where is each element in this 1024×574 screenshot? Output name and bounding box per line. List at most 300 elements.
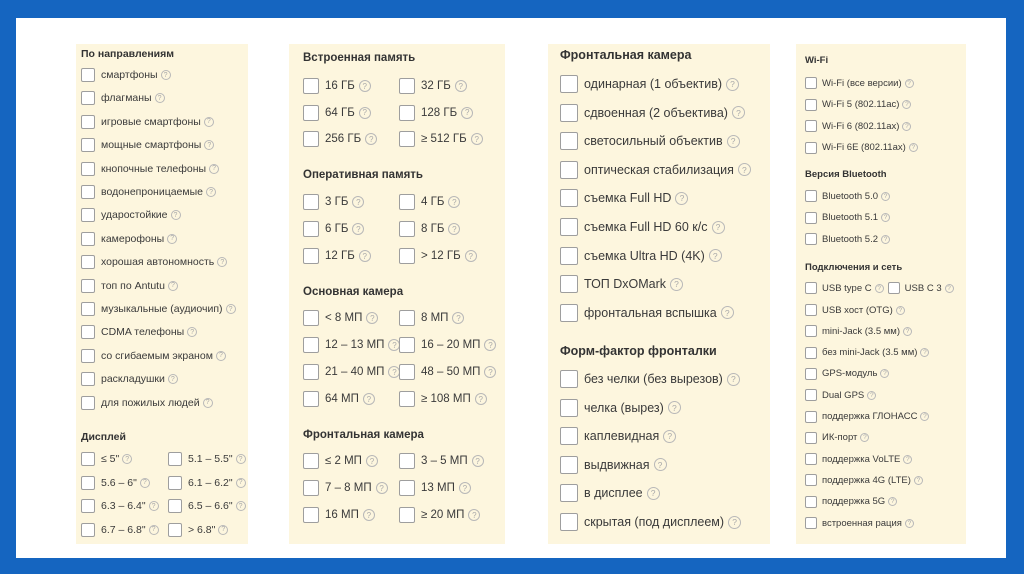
question-circle-icon[interactable]: ? — [738, 163, 751, 176]
option-label: флагманы — [101, 92, 152, 105]
option-label: 6.7 – 6.8" — [101, 523, 146, 536]
filter-option[interactable] — [399, 131, 483, 147]
filter-option[interactable] — [560, 161, 751, 179]
checkbox[interactable] — [81, 115, 95, 129]
filter-option[interactable] — [399, 78, 467, 94]
filter-option[interactable] — [560, 513, 741, 531]
checkbox[interactable] — [399, 221, 415, 237]
option-label: Wi-Fi 6E (802.11ax) — [822, 142, 906, 153]
option-label: 64 ГБ — [325, 106, 355, 119]
filter-option[interactable] — [399, 105, 473, 121]
option-label: 5.6 – 6" — [101, 476, 137, 489]
filter-option[interactable] — [805, 368, 889, 380]
checkbox[interactable] — [303, 391, 319, 407]
filter-option[interactable] — [303, 310, 378, 326]
filter-option[interactable] — [81, 396, 213, 410]
checkbox[interactable] — [560, 484, 578, 502]
filter-option[interactable] — [805, 77, 914, 89]
section-title-connections: Подключения и сеть — [805, 262, 903, 273]
option-label: Bluetooth 5.0 — [822, 190, 878, 202]
checkbox[interactable] — [399, 337, 415, 353]
checkbox[interactable] — [399, 78, 415, 94]
filter-option[interactable] — [303, 364, 400, 380]
question-circle-icon[interactable]: ? — [167, 234, 177, 244]
filter-option[interactable] — [168, 476, 246, 490]
question-circle-icon[interactable]: ? — [670, 278, 683, 291]
filter-option[interactable] — [303, 194, 364, 210]
question-circle-icon[interactable]: ? — [484, 366, 496, 378]
question-circle-icon[interactable]: ? — [448, 196, 460, 208]
checkbox[interactable] — [560, 370, 578, 388]
question-circle-icon[interactable]: ? — [455, 80, 467, 92]
question-circle-icon[interactable]: ? — [359, 250, 371, 262]
option-label: раскладушки — [101, 373, 165, 386]
checkbox[interactable] — [168, 499, 182, 513]
filter-option[interactable] — [805, 432, 869, 444]
checkbox[interactable] — [399, 310, 415, 326]
filter-option[interactable] — [560, 427, 676, 445]
option-label: скрытая (под дисплеем) — [584, 515, 725, 529]
checkbox[interactable] — [303, 310, 319, 326]
question-circle-icon[interactable]: ? — [359, 80, 371, 92]
filter-option[interactable] — [805, 474, 923, 486]
option-label: фронтальная вспышка — [584, 305, 717, 320]
checkbox[interactable] — [81, 232, 95, 246]
checkbox[interactable] — [805, 517, 817, 529]
option-label: выдвижная — [584, 457, 650, 472]
checkbox[interactable] — [81, 138, 95, 152]
filter-option[interactable] — [805, 453, 912, 465]
filter-option[interactable] — [399, 248, 477, 264]
filter-option[interactable] — [303, 453, 378, 469]
filter-option[interactable] — [805, 411, 929, 423]
question-circle-icon[interactable]: ? — [363, 393, 375, 405]
question-circle-icon[interactable]: ? — [216, 351, 226, 361]
question-circle-icon[interactable]: ? — [365, 133, 377, 145]
checkbox[interactable] — [888, 282, 900, 294]
checkbox[interactable] — [805, 99, 817, 111]
checkbox[interactable] — [560, 189, 578, 207]
question-circle-icon[interactable]: ? — [168, 374, 178, 384]
checkbox[interactable] — [805, 432, 817, 444]
question-circle-icon[interactable]: ? — [459, 482, 471, 494]
checkbox[interactable] — [560, 75, 578, 93]
checkbox[interactable] — [805, 325, 817, 337]
question-circle-icon[interactable]: ? — [945, 284, 954, 293]
filter-option[interactable] — [560, 304, 734, 322]
question-circle-icon[interactable]: ? — [888, 497, 897, 506]
filter-option[interactable] — [303, 480, 388, 496]
question-circle-icon[interactable]: ? — [236, 478, 246, 488]
question-circle-icon[interactable]: ? — [461, 107, 473, 119]
checkbox[interactable] — [399, 105, 415, 121]
question-circle-icon[interactable]: ? — [465, 250, 477, 262]
question-circle-icon[interactable]: ? — [732, 106, 745, 119]
checkbox[interactable] — [805, 120, 817, 132]
question-circle-icon[interactable]: ? — [149, 501, 159, 511]
question-circle-icon[interactable]: ? — [236, 454, 246, 464]
question-circle-icon[interactable]: ? — [366, 455, 378, 467]
filter-option[interactable] — [81, 68, 171, 82]
checkbox[interactable] — [805, 77, 817, 89]
checkbox[interactable] — [805, 496, 817, 508]
question-circle-icon[interactable]: ? — [875, 284, 884, 293]
checkbox[interactable] — [303, 221, 319, 237]
question-circle-icon[interactable]: ? — [363, 509, 375, 521]
question-circle-icon[interactable]: ? — [709, 249, 722, 262]
checkbox[interactable] — [81, 208, 95, 222]
checkbox[interactable] — [81, 255, 95, 269]
option-label: съемка Full HD — [584, 191, 672, 206]
checkbox[interactable] — [81, 185, 95, 199]
filter-option[interactable] — [81, 91, 165, 105]
question-circle-icon[interactable]: ? — [149, 525, 159, 535]
question-circle-icon[interactable]: ? — [475, 393, 487, 405]
filter-option[interactable] — [805, 142, 918, 154]
checkbox[interactable] — [805, 142, 817, 154]
question-circle-icon[interactable]: ? — [727, 373, 740, 386]
question-circle-icon[interactable]: ? — [155, 93, 165, 103]
question-circle-icon[interactable]: ? — [909, 143, 918, 152]
option-label: Wi-Fi 5 (802.11ac) — [822, 99, 900, 110]
checkbox[interactable] — [81, 325, 95, 339]
filter-option[interactable] — [560, 370, 740, 388]
filter-option[interactable] — [560, 75, 739, 93]
question-circle-icon[interactable]: ? — [352, 196, 364, 208]
checkbox[interactable] — [560, 399, 578, 417]
filter-option[interactable] — [399, 507, 480, 523]
filter-option[interactable] — [81, 255, 227, 269]
checkbox[interactable] — [805, 368, 817, 380]
checkbox[interactable] — [399, 391, 415, 407]
question-circle-icon[interactable]: ? — [471, 133, 483, 145]
filter-option[interactable] — [303, 105, 371, 121]
filter-option[interactable] — [560, 399, 681, 417]
checkbox[interactable] — [560, 161, 578, 179]
section-title-display: Дисплей — [81, 431, 126, 443]
checkbox[interactable] — [303, 248, 319, 264]
option-label: 8 ГБ — [421, 223, 445, 235]
filter-option[interactable] — [805, 347, 929, 359]
question-circle-icon[interactable]: ? — [204, 140, 214, 150]
question-circle-icon[interactable]: ? — [902, 122, 911, 131]
question-circle-icon[interactable]: ? — [903, 327, 912, 336]
checkbox[interactable] — [81, 302, 95, 316]
filter-option[interactable] — [303, 391, 375, 407]
filter-option[interactable] — [560, 218, 725, 236]
option-label: < 8 МП — [325, 312, 363, 324]
filter-option[interactable] — [805, 304, 905, 316]
filter-option[interactable] — [399, 453, 484, 469]
checkbox[interactable] — [303, 105, 319, 121]
question-circle-icon[interactable]: ? — [204, 117, 214, 127]
option-label: 8 МП — [421, 312, 449, 324]
option-label: > 6.8" — [188, 523, 216, 536]
question-circle-icon[interactable]: ? — [881, 213, 890, 222]
filter-option[interactable] — [805, 325, 912, 337]
option-label: ≥ 512 ГБ — [421, 133, 467, 145]
option-label: ≥ 20 МП — [421, 509, 465, 521]
question-circle-icon[interactable]: ? — [484, 339, 496, 351]
checkbox[interactable] — [560, 427, 578, 445]
question-circle-icon[interactable]: ? — [675, 192, 688, 205]
filter-option[interactable] — [81, 185, 216, 199]
filter-panel-front-camera — [548, 44, 770, 544]
option-label: одинарная (1 объектив) — [584, 77, 723, 91]
filter-option[interactable] — [303, 507, 375, 523]
option-label: USB type C — [822, 282, 872, 294]
section-title-categories: По направлениям — [81, 48, 175, 60]
question-circle-icon[interactable]: ? — [472, 455, 484, 467]
question-circle-icon[interactable]: ? — [727, 135, 740, 148]
option-label: 7 – 8 МП — [325, 482, 372, 494]
option-label: 16 ГБ — [325, 80, 355, 92]
filter-option[interactable] — [805, 389, 876, 401]
checkbox[interactable] — [805, 233, 817, 245]
checkbox[interactable] — [805, 304, 817, 316]
filter-option[interactable] — [560, 189, 688, 207]
question-circle-icon[interactable]: ? — [867, 391, 876, 400]
question-circle-icon[interactable]: ? — [668, 401, 681, 414]
filter-option[interactable] — [399, 194, 460, 210]
section-title-form-factor: Форм-фактор фронталки — [560, 344, 717, 358]
filter-option[interactable] — [399, 310, 464, 326]
option-label: без mini-Jack (3.5 мм) — [822, 347, 918, 359]
checkbox[interactable] — [560, 513, 578, 531]
checkbox[interactable] — [81, 279, 95, 293]
question-circle-icon[interactable]: ? — [728, 516, 741, 529]
question-circle-icon[interactable]: ? — [388, 366, 400, 378]
option-label: Wi-Fi 6 (802.11ax) — [822, 120, 900, 132]
checkbox[interactable] — [805, 190, 817, 202]
filter-option[interactable] — [399, 480, 471, 496]
checkbox[interactable] — [81, 349, 95, 363]
question-circle-icon[interactable]: ? — [468, 509, 480, 521]
filter-option[interactable] — [168, 523, 228, 537]
question-circle-icon[interactable]: ? — [903, 455, 912, 464]
option-label: оптическая стабилизация — [584, 162, 734, 177]
filter-option[interactable] — [805, 212, 890, 224]
checkbox[interactable] — [81, 476, 95, 490]
checkbox[interactable] — [303, 194, 319, 210]
filter-option[interactable] — [805, 517, 914, 529]
filter-option[interactable] — [560, 104, 745, 122]
checkbox[interactable] — [81, 162, 95, 176]
checkbox[interactable] — [303, 480, 319, 496]
question-circle-icon[interactable]: ? — [218, 525, 228, 535]
question-circle-icon[interactable]: ? — [236, 501, 246, 511]
question-circle-icon[interactable]: ? — [860, 433, 869, 442]
checkbox[interactable] — [399, 507, 415, 523]
checkbox[interactable] — [399, 364, 415, 380]
filter-option[interactable] — [303, 248, 371, 264]
checkbox[interactable] — [168, 523, 182, 537]
checkbox[interactable] — [303, 337, 319, 353]
filter-option[interactable] — [168, 452, 246, 466]
filter-option[interactable] — [560, 247, 722, 265]
question-circle-icon[interactable]: ? — [203, 398, 213, 408]
checkbox[interactable] — [303, 131, 319, 147]
checkbox[interactable] — [560, 247, 578, 265]
filter-option[interactable] — [168, 499, 246, 513]
question-circle-icon[interactable]: ? — [721, 306, 734, 319]
question-circle-icon[interactable]: ? — [187, 327, 197, 337]
filter-option[interactable] — [303, 78, 371, 94]
checkbox[interactable] — [81, 68, 95, 82]
checkbox[interactable] — [303, 364, 319, 380]
checkbox[interactable] — [560, 132, 578, 150]
filter-option[interactable] — [81, 372, 178, 386]
checkbox[interactable] — [805, 282, 817, 294]
question-circle-icon[interactable]: ? — [226, 304, 236, 314]
checkbox[interactable] — [805, 212, 817, 224]
question-circle-icon[interactable]: ? — [376, 482, 388, 494]
question-circle-icon[interactable]: ? — [712, 221, 725, 234]
filter-option[interactable] — [399, 391, 487, 407]
question-circle-icon[interactable]: ? — [206, 187, 216, 197]
question-circle-icon[interactable]: ? — [896, 306, 905, 315]
question-circle-icon[interactable]: ? — [171, 210, 181, 220]
question-circle-icon[interactable]: ? — [920, 348, 929, 357]
checkbox[interactable] — [805, 347, 817, 359]
filter-option[interactable] — [81, 115, 214, 129]
question-circle-icon[interactable]: ? — [881, 235, 890, 244]
option-label: 32 ГБ — [421, 80, 451, 92]
option-label: 16 – 20 МП — [421, 339, 481, 351]
filter-option[interactable] — [81, 349, 226, 363]
checkbox[interactable] — [805, 411, 817, 423]
filter-option[interactable] — [399, 364, 496, 380]
option-label: 6.3 – 6.4" — [101, 500, 146, 512]
question-circle-icon[interactable]: ? — [388, 339, 400, 351]
question-circle-icon[interactable]: ? — [217, 257, 227, 267]
filter-option[interactable] — [805, 99, 911, 111]
checkbox[interactable] — [805, 389, 817, 401]
question-circle-icon[interactable]: ? — [654, 458, 667, 471]
option-label: светосильный объектив — [584, 134, 723, 149]
checkbox[interactable] — [303, 453, 319, 469]
filter-option[interactable] — [399, 221, 460, 237]
question-circle-icon[interactable]: ? — [880, 369, 889, 378]
section-title-ram: Оперативная память — [303, 169, 423, 181]
question-circle-icon[interactable]: ? — [881, 192, 890, 201]
question-circle-icon[interactable]: ? — [448, 223, 460, 235]
checkbox[interactable] — [81, 372, 95, 386]
filter-option[interactable] — [303, 221, 364, 237]
filter-option[interactable] — [81, 476, 150, 490]
filter-option[interactable] — [805, 120, 911, 132]
question-circle-icon[interactable]: ? — [366, 312, 378, 324]
checkbox[interactable] — [560, 218, 578, 236]
section-title-front-camera: Фронтальная камера — [560, 48, 692, 62]
filter-option[interactable] — [81, 523, 159, 537]
option-label: 64 МП — [325, 393, 359, 405]
filter-panel-categories — [76, 44, 248, 544]
option-label: водонепроницаемые — [101, 186, 204, 198]
question-circle-icon[interactable]: ? — [352, 223, 364, 235]
option-label: 6.5 – 6.6" — [188, 500, 233, 512]
filter-option[interactable] — [81, 232, 177, 246]
option-label: музыкальные (аудиочип) — [101, 303, 223, 315]
question-circle-icon[interactable]: ? — [209, 164, 219, 174]
question-circle-icon[interactable]: ? — [647, 487, 660, 500]
checkbox[interactable] — [805, 453, 817, 465]
option-label: смартфоны — [101, 69, 158, 81]
checkbox[interactable] — [399, 131, 415, 147]
checkbox[interactable] — [560, 104, 578, 122]
checkbox[interactable] — [168, 452, 182, 466]
checkbox[interactable] — [399, 480, 415, 496]
checkbox[interactable] — [81, 499, 95, 513]
checkbox[interactable] — [560, 275, 578, 293]
filter-option[interactable] — [81, 138, 214, 152]
option-label: 16 МП — [325, 509, 359, 521]
filter-option-usb-type-c[interactable] — [805, 282, 954, 294]
question-circle-icon[interactable]: ? — [140, 478, 150, 488]
filter-option[interactable] — [81, 279, 178, 293]
filter-option[interactable] — [805, 496, 897, 508]
question-circle-icon[interactable]: ? — [905, 519, 914, 528]
question-circle-icon[interactable]: ? — [914, 476, 923, 485]
question-circle-icon[interactable]: ? — [359, 107, 371, 119]
filter-option[interactable] — [81, 452, 132, 466]
option-label: поддержка 4G (LTE) — [822, 474, 911, 486]
filter-option[interactable] — [560, 484, 660, 502]
filter-option[interactable] — [303, 337, 400, 353]
filter-option[interactable] — [81, 499, 159, 513]
checkbox[interactable] — [399, 453, 415, 469]
checkbox[interactable] — [560, 456, 578, 474]
option-label: ИК-порт — [822, 432, 858, 444]
filter-option[interactable] — [399, 337, 496, 353]
question-circle-icon[interactable]: ? — [920, 412, 929, 421]
question-circle-icon[interactable]: ? — [161, 70, 171, 80]
filter-option[interactable] — [560, 456, 667, 474]
checkbox[interactable] — [81, 91, 95, 105]
filter-option[interactable] — [805, 190, 890, 202]
option-label: CDMA телефоны — [101, 326, 185, 339]
question-circle-icon[interactable]: ? — [452, 312, 464, 324]
filter-option[interactable] — [560, 132, 740, 150]
option-label: ≤ 2 МП — [325, 455, 362, 467]
filter-option[interactable] — [81, 302, 236, 316]
checkbox[interactable] — [168, 476, 182, 490]
filter-option[interactable] — [303, 131, 377, 147]
filter-option[interactable] — [81, 162, 219, 176]
checkbox[interactable] — [81, 523, 95, 537]
checkbox[interactable] — [399, 248, 415, 264]
filter-option[interactable] — [560, 275, 683, 293]
filter-option[interactable] — [81, 208, 181, 222]
question-circle-icon[interactable]: ? — [168, 281, 178, 291]
checkbox[interactable] — [81, 396, 95, 410]
checkbox[interactable] — [399, 194, 415, 210]
question-circle-icon[interactable]: ? — [663, 430, 676, 443]
checkbox[interactable] — [805, 474, 817, 486]
option-label: mini-Jack (3.5 мм) — [822, 325, 900, 337]
question-circle-icon[interactable]: ? — [902, 100, 911, 109]
filter-option[interactable] — [81, 325, 197, 339]
checkbox[interactable] — [81, 452, 95, 466]
question-circle-icon[interactable]: ? — [122, 454, 132, 464]
checkbox[interactable] — [303, 78, 319, 94]
checkbox[interactable] — [303, 507, 319, 523]
filter-option[interactable] — [805, 233, 890, 245]
option-label: USB C 3 — [904, 282, 942, 294]
question-circle-icon[interactable]: ? — [905, 79, 914, 88]
checkbox[interactable] — [560, 304, 578, 322]
question-circle-icon[interactable]: ? — [726, 78, 739, 91]
